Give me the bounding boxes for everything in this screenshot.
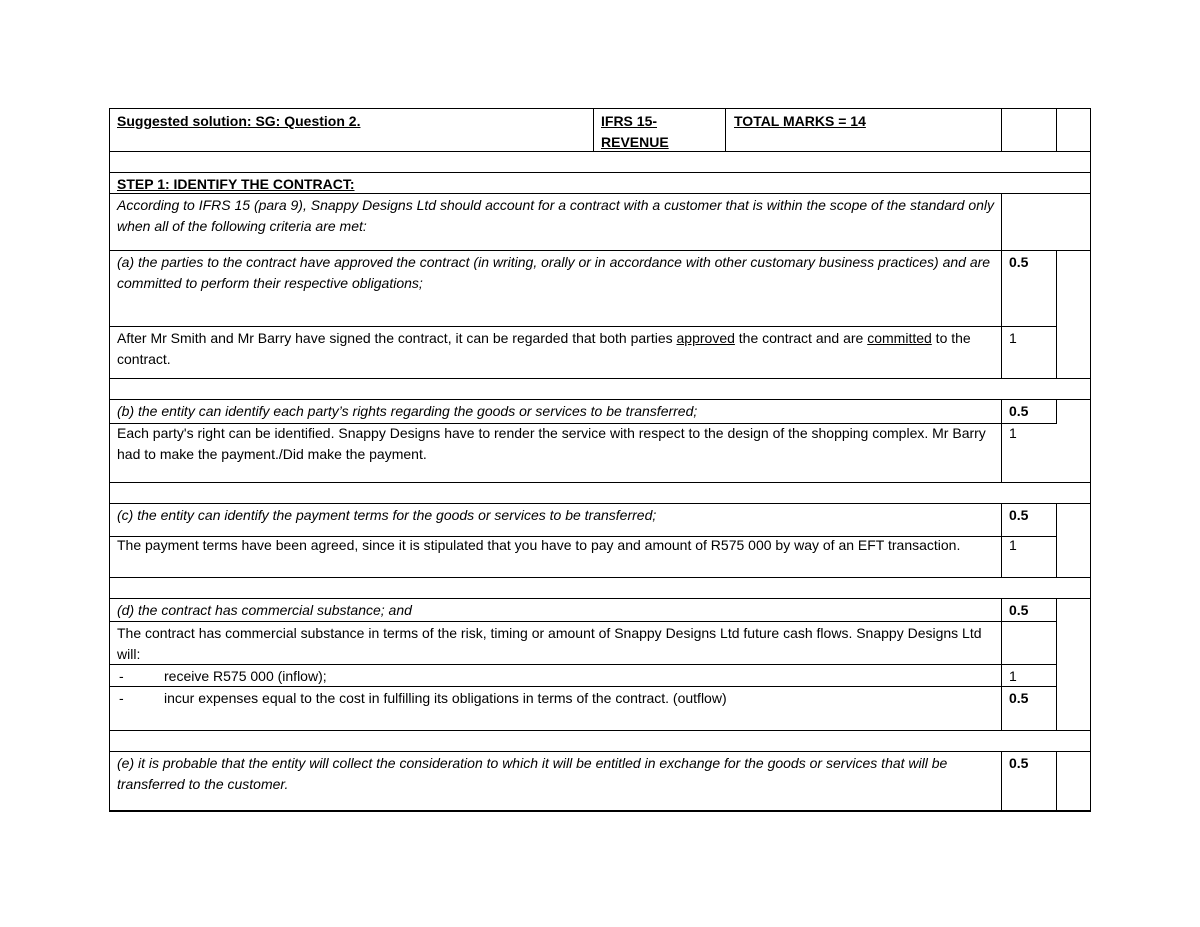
row-divider — [109, 503, 1091, 504]
step-heading: STEP 1: IDENTIFY THE CONTRACT: — [117, 176, 355, 192]
criterion-a-answer-mark: 1 — [1009, 330, 1017, 346]
criterion-a: (a) the parties to the contract have approved the contract (in writing, orally or in accordance with other customary business practices) and are committed to perform their respective obligations; — [117, 254, 991, 291]
answer-text: to the contract. — [117, 330, 971, 367]
criterion-d-bullet-2: incur expenses equal to the cost in fulfilling its obligations in terms of the contract. (outflow) — [164, 690, 727, 706]
criterion-d: (d) the contract has commercial substance; and — [117, 602, 412, 618]
criterion-b-answer-mark: 1 — [1009, 425, 1017, 441]
row-divider — [109, 664, 1057, 665]
row-divider — [109, 250, 1091, 251]
criterion-d-bullet-1-mark: 1 — [1009, 668, 1017, 684]
column-divider — [1001, 399, 1002, 482]
row-divider — [109, 598, 1091, 599]
criterion-c: (c) the entity can identify the payment terms for the goods or services to be transferred; — [117, 507, 657, 523]
column-divider — [1001, 751, 1002, 810]
total-marks: TOTAL MARKS = 14 — [734, 113, 866, 129]
answer-text: After Mr Smith and Mr Barry have signed the contract, it can be regarded that both parties — [117, 330, 677, 346]
row-divider — [109, 326, 1057, 327]
table-border-right — [1090, 108, 1091, 812]
row-divider — [109, 751, 1091, 752]
column-divider — [1001, 193, 1002, 378]
criterion-c-mark: 0.5 — [1009, 507, 1029, 523]
column-divider — [1056, 751, 1057, 810]
criterion-d-bullet-2-mark: 0.5 — [1009, 690, 1029, 706]
column-divider — [1001, 503, 1002, 577]
row-divider — [109, 730, 1091, 731]
column-divider — [1056, 250, 1057, 378]
document-title: Suggested solution: SG: Question 2. — [117, 113, 361, 129]
column-divider — [1001, 108, 1002, 151]
topic-label — [601, 111, 721, 152]
criterion-e: (e) it is probable that the entity will collect the consideration to which it will be entitled in exchange for the goods or services that will be transferred to the customer. — [117, 755, 948, 792]
row-divider — [109, 378, 1091, 379]
topic-line-2: REVENUE — [601, 133, 669, 150]
table-border-left — [109, 108, 110, 812]
bullet-dash: - — [119, 668, 124, 684]
table-border-bottom — [109, 810, 1091, 812]
criterion-a-answer — [117, 328, 997, 369]
column-divider — [1056, 598, 1057, 730]
column-divider — [1056, 399, 1057, 423]
answer-text: the contract and are — [734, 330, 868, 346]
column-divider — [1056, 503, 1057, 577]
answer-keyword-approved: approved — [676, 330, 735, 346]
criterion-d-bullet-1: receive R575 000 (inflow); — [164, 668, 327, 684]
answer-keyword-committed: committed — [867, 330, 932, 346]
criterion-d-mark: 0.5 — [1009, 602, 1029, 618]
row-divider — [109, 577, 1091, 578]
column-divider — [725, 108, 726, 151]
criterion-a-mark: 0.5 — [1009, 254, 1029, 270]
criterion-b-mark: 0.5 — [1009, 403, 1029, 419]
column-divider — [1001, 598, 1002, 730]
topic-line-1: IFRS 15- — [601, 113, 658, 129]
criterion-c-answer: The payment terms have been agreed, since it is stipulated that you have to pay and amount of R575 000 by way of an EFT transaction. — [117, 537, 961, 553]
criterion-b-answer: Each party's right can be identified. Snappy Designs have to render the service with respect to the design of the shopping complex. Mr Barry had to make the payment./Did make the payment. — [117, 425, 986, 462]
solution-table — [109, 108, 1091, 812]
row-divider — [109, 482, 1091, 483]
column-divider — [1056, 108, 1057, 151]
row-divider — [109, 399, 1091, 400]
row-divider — [109, 172, 1091, 173]
table-border-top — [109, 108, 1091, 109]
row-divider — [109, 621, 1057, 622]
criterion-c-answer-mark: 1 — [1009, 537, 1017, 553]
column-divider — [593, 108, 594, 151]
criterion-b: (b) the entity can identify each party’s rights regarding the goods or services to be transferred; — [117, 403, 698, 419]
criterion-e-mark: 0.5 — [1009, 755, 1029, 771]
row-divider — [109, 151, 1091, 152]
criterion-d-answer: The contract has commercial substance in terms of the risk, timing or amount of Snappy Designs Ltd future cash flows. Snappy Designs Ltd will: — [117, 625, 982, 662]
bullet-dash: - — [119, 690, 124, 706]
step-intro: According to IFRS 15 (para 9), Snappy Designs Ltd should account for a contract with a customer that is within the scope of the standard only when all of the following criteria are met: — [117, 197, 995, 234]
